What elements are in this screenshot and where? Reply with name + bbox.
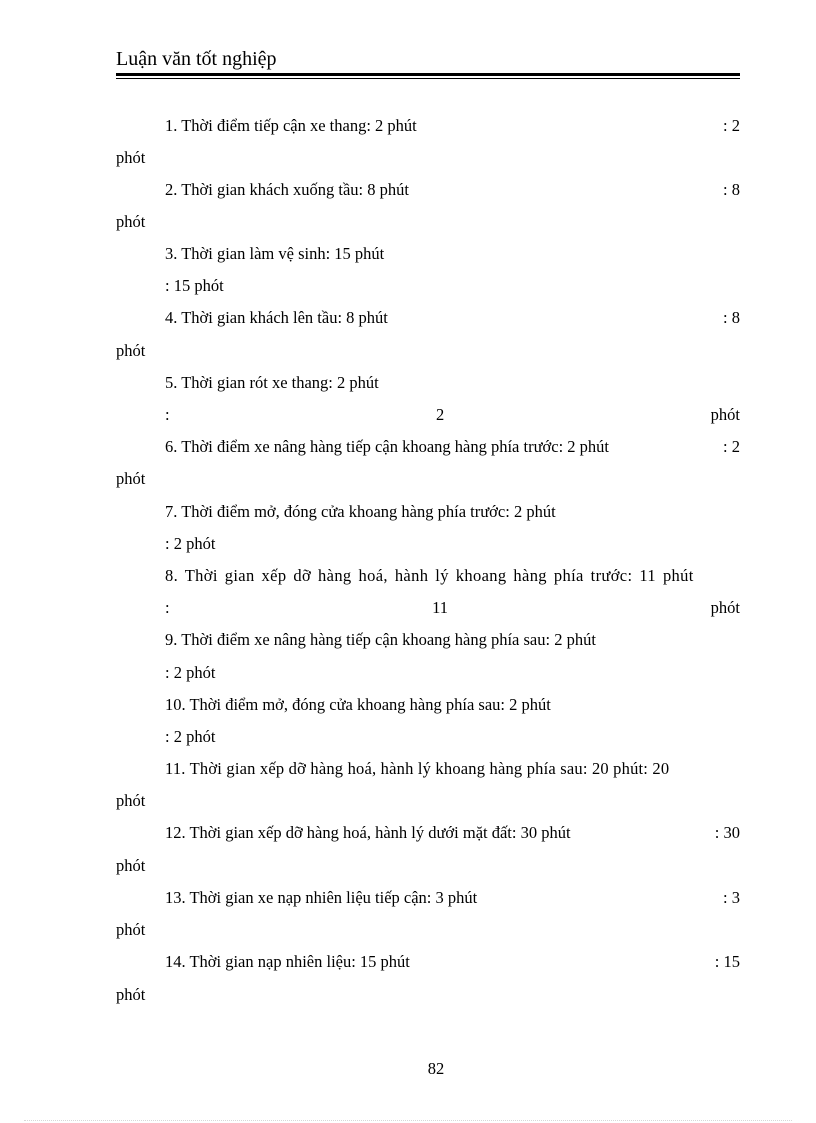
item-6-unit: phót xyxy=(116,469,146,488)
item-14-value: : 15 xyxy=(714,952,740,971)
item-12-text: 12. Thời gian xếp dỡ hàng hoá, hành lý dưới mặt đất: 30 phút xyxy=(165,823,571,842)
item-13-value: : 3 xyxy=(723,888,740,907)
item-5-value-row xyxy=(165,405,740,425)
item-8-text xyxy=(165,566,740,586)
item-13-text: 13. Thời gian xe nạp nhiên liệu tiếp cận: 3 phút xyxy=(165,888,478,907)
item-7-value: : 2 phót xyxy=(165,534,216,553)
item-5-value: 2 xyxy=(436,405,445,424)
header-rule-thin xyxy=(116,78,740,79)
item-8-unit: phót xyxy=(710,598,740,617)
item-14-unit: phót xyxy=(116,985,146,1004)
item-13-unit: phót xyxy=(116,920,146,939)
item-9-value: : 2 phót xyxy=(165,663,216,682)
page-number: 82 xyxy=(427,1059,445,1078)
item-1-value: : 2 xyxy=(723,116,740,135)
item-4-unit: phót xyxy=(116,341,146,360)
item-12-value: : 30 xyxy=(714,823,740,842)
page-bottom-border xyxy=(24,1120,792,1121)
item-2-value: : 8 xyxy=(723,180,740,199)
item-3-value: : 15 phót xyxy=(165,276,224,295)
item-11-unit: phót xyxy=(116,791,146,810)
header-rule-thick xyxy=(116,73,740,76)
item-9-text: 9. Thời điểm xe nâng hàng tiếp cận khoang hàng phía sau: 2 phút xyxy=(165,630,596,649)
item-10-value: : 2 phót xyxy=(165,727,216,746)
item-8-text-inner: 8. Thời gian xếp dỡ hàng hoá, hành lý khoang hàng phía trước: 11 phút xyxy=(165,566,694,585)
item-2-text: 2. Thời gian khách xuống tầu: 8 phút xyxy=(165,180,409,199)
item-8-value: 11 xyxy=(432,598,449,617)
item-1-unit: phót xyxy=(116,148,146,167)
header-title: Luận văn tốt nghiệp xyxy=(116,48,277,70)
item-8-colon: : xyxy=(165,598,170,617)
item-5-text: 5. Thời gian rót xe thang: 2 phút xyxy=(165,373,379,392)
item-8-value-row xyxy=(165,598,740,618)
item-1-text: 1. Thời điểm tiếp cận xe thang: 2 phút xyxy=(165,116,417,135)
item-2-unit: phót xyxy=(116,212,146,231)
item-7-text: 7. Thời điểm mở, đóng cửa khoang hàng phía trước: 2 phút xyxy=(165,502,556,521)
item-14-text: 14. Thời gian nạp nhiên liệu: 15 phút xyxy=(165,952,410,971)
item-4-text: 4. Thời gian khách lên tầu: 8 phút xyxy=(165,308,388,327)
item-5-colon: : xyxy=(165,405,170,424)
item-10-text: 10. Thời điểm mở, đóng cửa khoang hàng phía sau: 2 phút xyxy=(165,695,551,714)
item-4-value: : 8 xyxy=(723,308,740,327)
item-6-text: 6. Thời điểm xe nâng hàng tiếp cận khoang hàng phía trước: 2 phút xyxy=(165,437,609,456)
item-11-text: 11. Thời gian xếp dỡ hàng hoá, hành lý khoang hàng phía sau: 20 phút: 20 xyxy=(165,759,670,778)
item-5-unit: phót xyxy=(710,405,740,424)
item-12-unit: phót xyxy=(116,856,146,875)
item-3-text: 3. Thời gian làm vệ sinh: 15 phút xyxy=(165,244,385,263)
item-6-value: : 2 xyxy=(723,437,740,456)
